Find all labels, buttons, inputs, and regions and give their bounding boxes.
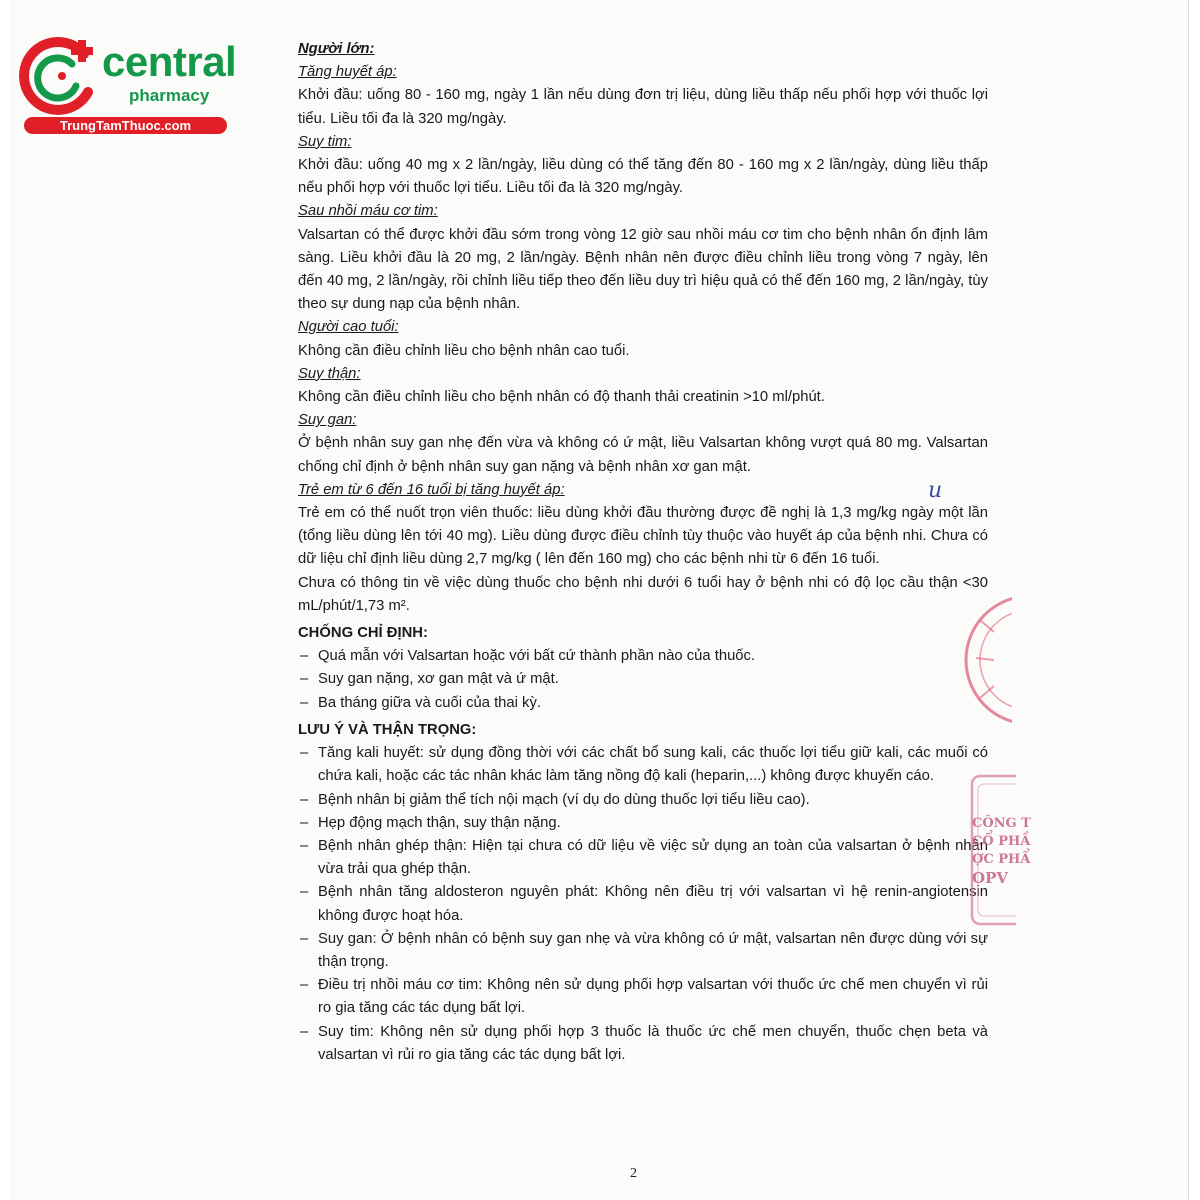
list-item: – Tăng kali huyết: sử dụng đồng thời với các chất bổ sung kali, các thuốc lợi tiểu giữ kali, các muối có chứa kali, hoặc các tác nhân khác làm tăng nồng độ kali (heparin,...) không được khuyến cáo. xyxy=(298,742,988,788)
paragraph-hypertension: Khởi đầu: uống 80 - 160 mg, ngày 1 lần nếu dùng đơn trị liệu, dùng liều thấp nếu phối hợp với thuốc lợi tiểu. Liều tối đa là 320 mg/ngày. xyxy=(298,87,988,127)
stamp-text-line: ỢC PHẨ xyxy=(972,852,1031,867)
handwritten-mark: u xyxy=(928,478,943,503)
central-pharmacy-logo[interactable] xyxy=(18,34,237,140)
list-item: – Suy tim: Không nên sử dụng phối hợp 3 thuốc là thuốc ức chế men chuyển, thuốc chẹn beta và valsartan vì rủi ro gia tăng các tác dụng bất lợi. xyxy=(298,1021,988,1067)
contraindication-list xyxy=(298,645,988,715)
paragraph-hepatic: Ở bệnh nhân suy gan nhẹ đến vừa và không có ứ mật, liều Valsartan không vượt quá 80 mg. Valsartan chống chỉ định ở bệnh nhân suy gan nặng và bệnh nhân xơ gan mật. xyxy=(298,435,988,475)
list-item: – Quá mẫn với Valsartan hoặc với bất cứ thành phần nào của thuốc. xyxy=(298,645,988,668)
subheading-renal: Suy thận: xyxy=(298,365,361,382)
section-heading-contraindications: CHỐNG CHỈ ĐỊNH: xyxy=(298,625,428,642)
list-item: – Bệnh nhân tăng aldosteron nguyên phát: Không nên điều trị với valsartan vì hệ renin-angiotensin không được hoạt hóa. xyxy=(298,881,988,927)
precaution-list xyxy=(298,742,988,1067)
list-item: – Suy gan: Ở bệnh nhân có bệnh suy gan nhẹ và vừa không có ứ mật, valsartan nên được dùng với sự thận trọng. xyxy=(298,928,988,974)
subheading-heart-failure: Suy tim: xyxy=(298,133,352,150)
list-item: – Ba tháng giữa và cuối của thai kỳ. xyxy=(298,692,988,715)
logo-site-link[interactable]: TrungTamThuoc.com xyxy=(24,117,227,134)
pink-company-stamp-icon xyxy=(956,770,1016,930)
subheading-hepatic: Suy gan: xyxy=(298,412,357,429)
list-item: – Hẹp động mạch thận, suy thận nặng. xyxy=(298,812,988,835)
red-seal-stamp-icon xyxy=(960,580,1012,740)
logo-brand-name: central xyxy=(102,38,237,85)
list-item: – Bệnh nhân bị giảm thể tích nội mạch (ví dụ do dùng thuốc lợi tiểu liều cao). xyxy=(298,789,988,812)
paragraph-elderly: Không cần điều chỉnh liều cho bệnh nhân cao tuổi. xyxy=(298,342,630,359)
paragraph-pediatric-1: Trẻ em có thể nuốt trọn viên thuốc: liều dùng khởi đầu thường được đề nghị là 1,3 mg/kg ngày một lần (tổng liều dùng lên tới 40 mg). Liều dùng được điều chỉnh tùy thuộc vào huyết áp của bệnh nhi. Chưa có dữ liệu chỉ định liều dùng 2,7 mg/kg ( lên đến 160 mg) cho các bệnh nhi từ 6 đến 16 tuổi. xyxy=(298,505,988,568)
subheading-pediatric: Trẻ em từ 6 đến 16 tuổi bị tăng huyết áp: xyxy=(298,481,565,498)
stamp-text-line: CỔ PHẦ xyxy=(972,834,1031,849)
paragraph-post-mi: Valsartan có thể được khởi đầu sớm trong vòng 12 giờ sau nhồi máu cơ tim cho bệnh nhân ổn định lâm sàng. Liều khởi đầu là 20 mg, 2 lần/ngày. Bệnh nhân nên được điều chỉnh liều trong vòng 7 ngày, lên đến 40 mg, 2 lần/ngày, rồi chỉnh liều tiếp theo đến liều duy trì hiệu quả có thể đến 160 mg, 2 lần/ngày, tùy theo sự dung nạp của bệnh nhân. xyxy=(298,226,988,313)
pharmacy-cross-logo-icon xyxy=(18,36,98,116)
stamp-text-line: CÔNG T xyxy=(972,816,1031,831)
page-number: 2 xyxy=(630,1166,637,1181)
subheading-post-mi: Sau nhồi máu cơ tim: xyxy=(298,203,438,220)
stamp-text-line: OPV xyxy=(972,869,1008,887)
paragraph-heart-failure: Khởi đầu: uống 40 mg x 2 lần/ngày, liều dùng có thể tăng đến 80 - 160 mg x 2 lần/ngày, dùng liều thấp nếu phối hợp với thuốc lợi tiểu. Liều tối đa là 320 mg/ngày. xyxy=(298,157,988,197)
subheading-elderly: Người cao tuổi: xyxy=(298,319,399,336)
section-heading-adult: Người lớn: xyxy=(298,41,375,57)
logo-brand-sub: pharmacy xyxy=(129,86,210,105)
leaflet-content xyxy=(298,38,988,1067)
document-page xyxy=(10,0,1189,1200)
section-heading-precautions: LƯU Ý VÀ THẬN TRỌNG: xyxy=(298,721,477,738)
subheading-hypertension: Tăng huyết áp: xyxy=(298,64,397,81)
list-item: – Điều trị nhồi máu cơ tim: Không nên sử dụng phối hợp valsartan với thuốc ức chế men chuyển vì rủi ro gia tăng các tác dụng bất lợi. xyxy=(298,974,988,1020)
list-item: – Suy gan nặng, xơ gan mật và ứ mật. xyxy=(298,668,988,691)
list-item: – Bệnh nhân ghép thận: Hiện tại chưa có dữ liệu về việc sử dụng an toàn của valsartan ở bệnh nhân vừa trải qua ghép thận. xyxy=(298,835,988,881)
paragraph-renal: Không cần điều chỉnh liều cho bệnh nhân có độ thanh thải creatinin >10 ml/phút. xyxy=(298,389,825,406)
paragraph-pediatric-2: Chưa có thông tin về việc dùng thuốc cho bệnh nhi dưới 6 tuổi hay ở bệnh nhi có độ lọc cầu thận <30 mL/phút/1,73 m². xyxy=(298,574,988,614)
